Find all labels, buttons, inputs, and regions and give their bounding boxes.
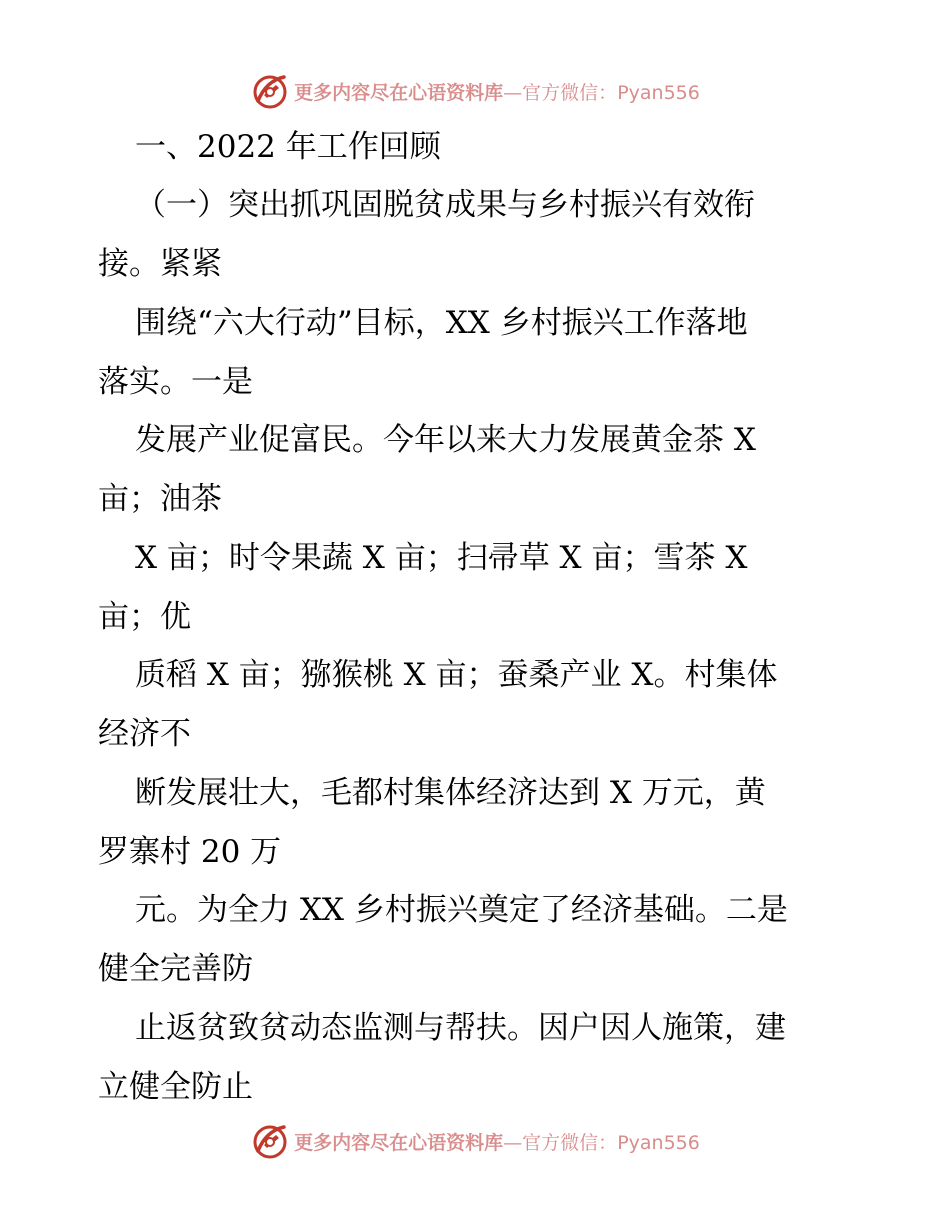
- footer-banner-wechat: 官方微信：: [522, 1131, 618, 1154]
- paragraph-line: 质稻 X 亩；猕猴桃 X 亩；蚕桑产业 X。村集体: [135, 657, 778, 693]
- header-banner-dash: —: [503, 81, 523, 104]
- paragraph-line: 围绕“六大行动”目标，XX 乡村振兴工作落地: [135, 305, 748, 341]
- paragraph-line: 止返贫致贫动态监测与帮扶。因户因人施策，建: [135, 1010, 786, 1046]
- header-banner-id: Pyan556: [617, 81, 700, 104]
- footer-banner-text: [294, 1128, 700, 1155]
- paragraph-line: 落实。一是: [98, 364, 253, 400]
- paragraph-line: 元。为全力 XX 乡村振兴奠定了经济基础。二是: [135, 892, 788, 928]
- paragraph-line: 断发展壮大，毛都村集体经济达到 X 万元，黄: [135, 775, 766, 811]
- paragraph-line: 立健全防止: [98, 1069, 253, 1105]
- paragraph-line: 亩；优: [98, 599, 191, 635]
- paragraph-line: 经济不: [98, 716, 191, 752]
- footer-banner-main: 更多内容尽在心语资料库: [294, 1131, 504, 1154]
- pen-swirl-logo-icon: [250, 71, 290, 111]
- paragraph-line: 健全完善防: [98, 951, 253, 987]
- paragraph-line: （一）突出抓巩固脱贫成果与乡村振兴有效衔: [135, 187, 755, 223]
- paragraph-line: 接。紧紧: [98, 246, 222, 282]
- header-banner-text: [294, 78, 700, 105]
- header-banner: [0, 69, 950, 113]
- header-banner-main: 更多内容尽在心语资料库: [294, 81, 504, 104]
- footer-banner-id: Pyan556: [617, 1131, 700, 1154]
- paragraph-line: 发展产业促富民。今年以来大力发展黄金茶 X: [135, 422, 756, 458]
- pen-swirl-logo-icon: [250, 1121, 290, 1161]
- paragraph-line: X 亩；时令果蔬 X 亩；扫帚草 X 亩；雪茶 X: [135, 540, 748, 576]
- paragraph-line: 罗寨村 20 万: [98, 834, 282, 870]
- footer-banner: [0, 1119, 950, 1163]
- footer-banner-dash: —: [503, 1131, 523, 1154]
- section-heading: 一、2022 年工作回顾: [135, 129, 441, 165]
- header-banner-wechat: 官方微信：: [522, 81, 618, 104]
- paragraph-line: 亩；油茶: [98, 481, 222, 517]
